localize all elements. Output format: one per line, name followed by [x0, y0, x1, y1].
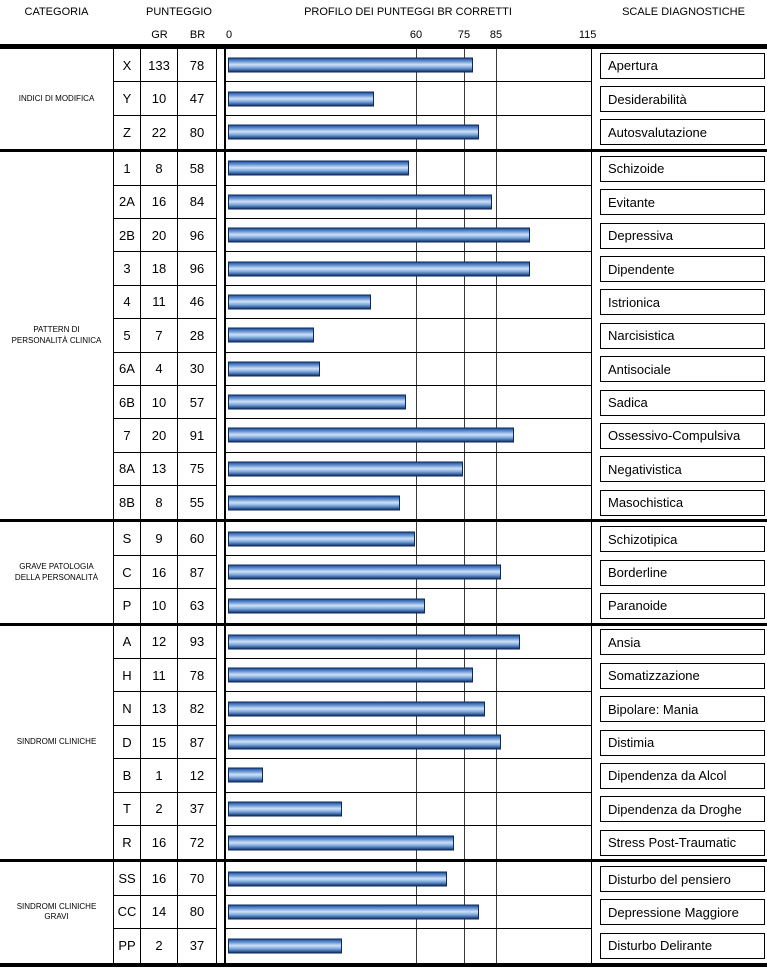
row-code: Y: [113, 82, 141, 115]
gridline-85: [496, 522, 497, 554]
scale-cell: [600, 186, 767, 219]
bar-track: [224, 826, 592, 859]
gridline-85: [496, 659, 497, 691]
scale-label-box: Borderline: [600, 560, 765, 586]
row-gr-score: 13: [141, 692, 178, 725]
bar-track: [224, 219, 592, 252]
row-code: T: [113, 793, 141, 826]
score-bar: [228, 228, 530, 243]
gridline-85: [496, 453, 497, 485]
bar-track: [224, 726, 592, 759]
row-br-score: 80: [178, 116, 217, 149]
gridline-85: [496, 82, 497, 114]
score-bar: [228, 361, 320, 376]
scale-cell: [600, 556, 767, 589]
gridline-60: [416, 353, 417, 385]
scale-label-box: Schizotipica: [600, 526, 765, 552]
gridline-75: [464, 386, 465, 418]
score-bar: [228, 634, 520, 649]
row-gr-score: 20: [141, 419, 178, 452]
scale-label-box: Depressiva: [600, 223, 765, 249]
score-bar: [228, 461, 463, 476]
row-br-score: 55: [178, 486, 217, 519]
gridline-85: [496, 826, 497, 859]
score-bar: [228, 58, 473, 73]
scale-cell: [600, 862, 767, 895]
scale-label-box: Disturbo Delirante: [600, 933, 765, 959]
bar-track: [224, 49, 592, 82]
score-bar: [228, 835, 454, 850]
row-br-score: 87: [178, 726, 217, 759]
scale-label-box: Dipendenza da Droghe: [600, 796, 765, 822]
header-punteggio: PUNTEGGIO: [145, 6, 212, 18]
scale-cell: [600, 726, 767, 759]
row-gr-score: 133: [141, 49, 178, 82]
row-gr-score: 10: [141, 386, 178, 419]
bar-track: [224, 252, 592, 285]
score-bar: [228, 565, 501, 580]
header-scale-diagnostiche: SCALE DIAGNOSTICHE: [622, 6, 745, 18]
row-gr-score: 8: [141, 152, 178, 185]
axis-tick-115: 115: [578, 29, 597, 41]
score-bar: [228, 428, 514, 443]
row-code: X: [113, 49, 141, 82]
section-1: [0, 152, 767, 522]
gridline-60: [416, 152, 417, 184]
gridline-85: [496, 793, 497, 825]
row-gr-score: 2: [141, 793, 178, 826]
scale-cell: [600, 453, 767, 486]
scale-cell: [600, 692, 767, 725]
section-3: [0, 626, 767, 863]
bar-track: [224, 419, 592, 452]
gridline-60: [416, 486, 417, 519]
bar-track: [224, 186, 592, 219]
scale-label-box: Evitante: [600, 189, 765, 215]
row-code: 2A: [113, 186, 141, 219]
scale-label-box: Masochistica: [600, 490, 765, 516]
row-gr-score: 9: [141, 522, 178, 555]
score-bar: [228, 801, 342, 816]
section-label: PATTERN DI PERSONALITÀ CLINICA: [11, 325, 102, 345]
row-code: PP: [113, 929, 141, 962]
row-br-score: 91: [178, 419, 217, 452]
scale-label-box: Paranoide: [600, 593, 765, 619]
gridline-75: [464, 793, 465, 825]
gridline-85: [496, 896, 497, 928]
row-br-score: 72: [178, 826, 217, 859]
scale-cell: [600, 486, 767, 519]
scale-cell: [600, 286, 767, 319]
row-code: 2B: [113, 219, 141, 252]
row-code: R: [113, 826, 141, 859]
gridline-85: [496, 353, 497, 385]
row-code: 4: [113, 286, 141, 319]
scale-label-box: Distimia: [600, 730, 765, 756]
row-gr-score: 7: [141, 319, 178, 352]
scale-cell: [600, 759, 767, 792]
axis-ticks: [224, 24, 597, 44]
scale-label-box: Ossessivo-Compulsiva: [600, 423, 765, 449]
row-code: SS: [113, 862, 141, 895]
scale-label-box: Disturbo del pensiero: [600, 866, 765, 892]
gridline-60: [416, 286, 417, 318]
gridline-60: [416, 319, 417, 351]
score-bar: [228, 328, 314, 343]
gridline-85: [496, 692, 497, 724]
bar-track: [224, 896, 592, 929]
score-bar: [228, 194, 492, 209]
scale-label-box: Narcisistica: [600, 323, 765, 349]
row-gr-score: 2: [141, 929, 178, 962]
row-gr-score: 11: [141, 286, 178, 319]
row-gr-score: 22: [141, 116, 178, 149]
scale-label-box: Istrionica: [600, 289, 765, 315]
section-label: GRAVE PATOLOGIA DELLA PERSONALITÀ: [14, 561, 99, 582]
row-code: N: [113, 692, 141, 725]
gridline-75: [464, 589, 465, 622]
row-code: C: [113, 556, 141, 589]
section-4: [0, 862, 767, 966]
scale-cell: [600, 793, 767, 826]
gridline-85: [496, 116, 497, 149]
score-bar: [228, 668, 473, 683]
row-code: S: [113, 522, 141, 555]
row-br-score: 30: [178, 353, 217, 386]
header-categoria: CATEGORIA: [24, 6, 89, 18]
gridline-75: [464, 152, 465, 184]
row-code: 5: [113, 319, 141, 352]
scale-cell: [600, 626, 767, 659]
bar-track: [224, 152, 592, 185]
axis-tick-85: 85: [489, 29, 503, 41]
gridline-85: [496, 486, 497, 519]
row-br-score: 80: [178, 896, 217, 929]
row-gr-score: 14: [141, 896, 178, 929]
row-gr-score: 16: [141, 186, 178, 219]
scale-cell: [600, 252, 767, 285]
bar-track: [224, 929, 592, 962]
bar-track: [224, 759, 592, 792]
row-code: 6A: [113, 353, 141, 386]
scale-label-box: Stress Post-Traumatic: [600, 830, 765, 856]
scale-label-box: Dipendente: [600, 256, 765, 282]
row-code: Z: [113, 116, 141, 149]
header-br: BR: [189, 29, 206, 41]
bar-track: [224, 659, 592, 692]
bar-track: [224, 82, 592, 115]
row-gr-score: 4: [141, 353, 178, 386]
scale-label-box: Autosvalutazione: [600, 119, 765, 145]
row-br-score: 57: [178, 386, 217, 419]
score-bar: [228, 261, 530, 276]
scale-cell: [600, 353, 767, 386]
row-br-score: 87: [178, 556, 217, 589]
gridline-60: [416, 522, 417, 554]
row-code: 3: [113, 252, 141, 285]
scale-cell: [600, 419, 767, 452]
bar-track: [224, 626, 592, 659]
scale-label-box: Somatizzazione: [600, 663, 765, 689]
scale-label-box: Negativistica: [600, 456, 765, 482]
score-bar: [228, 294, 371, 309]
scale-cell: [600, 659, 767, 692]
chart-title: PROFILO DEI PUNTEGGI BR CORRETTI: [304, 6, 512, 18]
row-br-score: 96: [178, 252, 217, 285]
bar-track: [224, 522, 592, 555]
scale-label-box: Depressione Maggiore: [600, 899, 765, 925]
row-br-score: 78: [178, 49, 217, 82]
axis-tick-60: 60: [409, 29, 423, 41]
bar-track: [224, 692, 592, 725]
gridline-85: [496, 386, 497, 418]
gridline-75: [464, 826, 465, 859]
row-code: H: [113, 659, 141, 692]
bar-track: [224, 453, 592, 486]
report-header: [0, 0, 767, 49]
header-gr: GR: [151, 29, 168, 41]
gridline-75: [464, 319, 465, 351]
row-gr-score: 10: [141, 589, 178, 622]
scale-label-box: Apertura: [600, 53, 765, 79]
gridline-75: [464, 862, 465, 894]
axis-tick-75: 75: [457, 29, 471, 41]
scale-cell: [600, 826, 767, 859]
gridline-75: [464, 453, 465, 485]
score-bar: [228, 125, 479, 140]
score-bar: [228, 495, 400, 510]
bar-track: [224, 353, 592, 386]
row-gr-score: 12: [141, 626, 178, 659]
scale-label-box: Schizoide: [600, 156, 765, 182]
gridline-85: [496, 152, 497, 184]
scale-cell: [600, 219, 767, 252]
row-code: CC: [113, 896, 141, 929]
gridline-75: [464, 759, 465, 791]
scale-cell: [600, 49, 767, 82]
gridline-60: [416, 386, 417, 418]
score-bar: [228, 598, 425, 613]
section-label: SINDROMI CLINICHE GRAVI: [16, 901, 97, 922]
row-br-score: 47: [178, 82, 217, 115]
row-br-score: 60: [178, 522, 217, 555]
scale-label-box: Dipendenza da Alcol: [600, 763, 765, 789]
gridline-85: [496, 49, 497, 81]
row-gr-score: 16: [141, 862, 178, 895]
row-gr-score: 15: [141, 726, 178, 759]
row-br-score: 70: [178, 862, 217, 895]
scale-cell: [600, 929, 767, 962]
scale-cell: [600, 152, 767, 185]
row-br-score: 93: [178, 626, 217, 659]
scale-cell: [600, 319, 767, 352]
scale-label-box: Ansia: [600, 629, 765, 655]
section-label: SINDROMI CLINICHE: [16, 737, 97, 747]
scale-label-box: Sadica: [600, 390, 765, 416]
axis-tick-0: 0: [226, 29, 233, 41]
chart-body: [0, 49, 767, 967]
row-gr-score: 18: [141, 252, 178, 285]
section-label: INDICI DI MODIFICA: [18, 93, 95, 103]
row-br-score: 58: [178, 152, 217, 185]
score-bar: [228, 938, 342, 953]
row-code: 8B: [113, 486, 141, 519]
gridline-85: [496, 862, 497, 894]
bar-track: [224, 793, 592, 826]
row-gr-score: 16: [141, 556, 178, 589]
row-gr-score: 1: [141, 759, 178, 792]
row-br-score: 63: [178, 589, 217, 622]
scale-cell: [600, 896, 767, 929]
section-0: [0, 49, 767, 152]
bar-track: [224, 556, 592, 589]
row-br-score: 28: [178, 319, 217, 352]
row-br-score: 96: [178, 219, 217, 252]
row-gr-score: 16: [141, 826, 178, 859]
section-2: [0, 522, 767, 625]
row-br-score: 46: [178, 286, 217, 319]
gridline-85: [496, 286, 497, 318]
score-bar: [228, 735, 501, 750]
gridline-75: [464, 929, 465, 962]
row-br-score: 75: [178, 453, 217, 486]
gridline-60: [416, 759, 417, 791]
bar-track: [224, 286, 592, 319]
row-br-score: 84: [178, 186, 217, 219]
row-code: D: [113, 726, 141, 759]
scale-label-box: Antisociale: [600, 356, 765, 382]
row-gr-score: 8: [141, 486, 178, 519]
bar-track: [224, 486, 592, 519]
gridline-85: [496, 186, 497, 218]
row-gr-score: 13: [141, 453, 178, 486]
scale-cell: [600, 116, 767, 149]
scale-cell: [600, 522, 767, 555]
score-bar: [228, 768, 263, 783]
row-code: P: [113, 589, 141, 622]
gridline-85: [496, 759, 497, 791]
row-code: 6B: [113, 386, 141, 419]
bar-track: [224, 116, 592, 149]
row-gr-score: 20: [141, 219, 178, 252]
score-bar: [228, 395, 406, 410]
bar-track: [224, 319, 592, 352]
row-br-score: 82: [178, 692, 217, 725]
bar-track: [224, 589, 592, 622]
row-code: 8A: [113, 453, 141, 486]
score-bar: [228, 871, 447, 886]
row-br-score: 78: [178, 659, 217, 692]
score-bar: [228, 531, 415, 546]
score-bar: [228, 161, 409, 176]
gridline-85: [496, 319, 497, 351]
bar-track: [224, 386, 592, 419]
gridline-85: [496, 929, 497, 962]
row-code: A: [113, 626, 141, 659]
gridline-75: [464, 82, 465, 114]
scale-label-box: Bipolare: Mania: [600, 696, 765, 722]
scale-label-box: Desiderabilità: [600, 86, 765, 112]
scale-cell: [600, 82, 767, 115]
row-br-score: 37: [178, 929, 217, 962]
gridline-60: [416, 929, 417, 962]
bar-track: [224, 862, 592, 895]
gridline-75: [464, 522, 465, 554]
gridline-60: [416, 82, 417, 114]
gridline-75: [464, 286, 465, 318]
score-bar: [228, 701, 485, 716]
scale-cell: [600, 386, 767, 419]
row-code: 1: [113, 152, 141, 185]
gridline-75: [464, 486, 465, 519]
score-bar: [228, 904, 479, 919]
scale-cell: [600, 589, 767, 622]
gridline-85: [496, 589, 497, 622]
row-code: B: [113, 759, 141, 792]
row-code: 7: [113, 419, 141, 452]
row-br-score: 12: [178, 759, 217, 792]
score-bar: [228, 91, 374, 106]
gridline-60: [416, 793, 417, 825]
row-gr-score: 11: [141, 659, 178, 692]
gridline-75: [464, 353, 465, 385]
row-gr-score: 10: [141, 82, 178, 115]
row-br-score: 37: [178, 793, 217, 826]
